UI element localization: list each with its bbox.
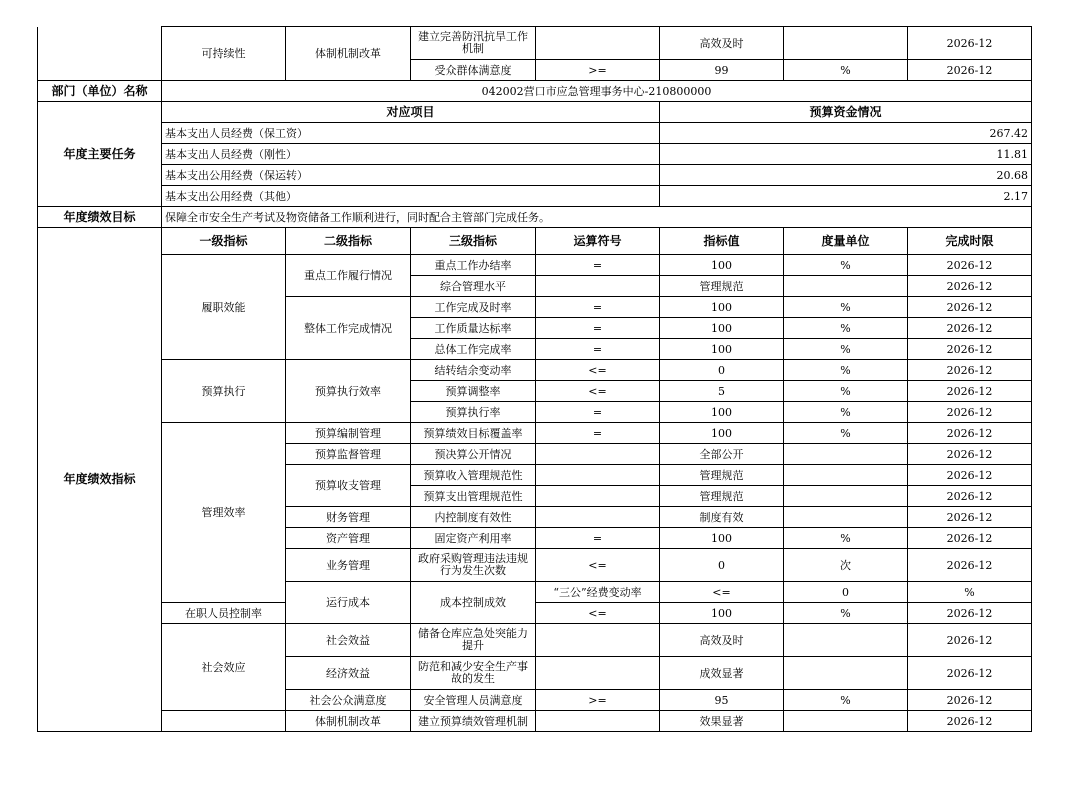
unit-cell (784, 486, 908, 507)
section-cell-blank (38, 27, 162, 81)
level3-cell: 预算绩效目标覆盖率 (411, 423, 536, 444)
level3-cell: 在职人员控制率 (162, 603, 286, 624)
level1-cell: 预算执行 (162, 360, 286, 423)
header-unit: 度量单位 (784, 228, 908, 255)
header-level2: 二级指标 (286, 228, 411, 255)
operator-cell: = (536, 423, 660, 444)
deadline-cell: 2026-12 (908, 465, 1032, 486)
level1-cell: 管理效率 (162, 423, 286, 603)
unit-cell (784, 27, 908, 60)
operator-cell: <= (536, 603, 660, 624)
operator-cell: >= (536, 690, 660, 711)
level1-cell (162, 711, 286, 732)
level3-cell: 工作质量达标率 (411, 318, 536, 339)
dept-label: 部门（单位）名称 (38, 81, 162, 102)
value-cell: 全部公开 (660, 444, 784, 465)
deadline-cell: 2026-12 (908, 297, 1032, 318)
task-amount: 2.17 (660, 186, 1032, 207)
tasks-label: 年度主要任务 (38, 102, 162, 207)
value-cell: 高效及时 (660, 624, 784, 657)
value-cell: 5 (660, 381, 784, 402)
deadline-cell: 2026-12 (908, 27, 1032, 60)
operator-cell: <= (660, 582, 784, 603)
deadline-cell: 2026-12 (908, 255, 1032, 276)
unit-cell: % (784, 402, 908, 423)
unit-cell: % (908, 582, 1032, 603)
unit-cell (784, 657, 908, 690)
value-cell: 100 (660, 318, 784, 339)
operator-cell: = (536, 297, 660, 318)
level3-cell: 安全管理人员满意度 (411, 690, 536, 711)
level2-cell: 成本控制成效 (411, 582, 536, 624)
deadline-cell: 2026-12 (908, 60, 1032, 81)
operator-cell (536, 657, 660, 690)
unit-cell (784, 711, 908, 732)
value-cell: 100 (660, 423, 784, 444)
level2-cell: 预算编制管理 (286, 423, 411, 444)
level1-cell: 可持续性 (162, 27, 286, 81)
operator-cell: = (536, 339, 660, 360)
level3-cell: 建立完善防汛抗旱工作机制 (411, 27, 536, 60)
task-name: 基本支出公用经费（其他） (162, 186, 660, 207)
unit-cell: % (784, 360, 908, 381)
header-deadline: 完成时限 (908, 228, 1032, 255)
deadline-cell: 2026-12 (908, 381, 1032, 402)
value-cell: 100 (660, 402, 784, 423)
value-cell: 制度有效 (660, 507, 784, 528)
operator-cell (536, 711, 660, 732)
goal-text: 保障全市安全生产考试及物资储备工作顺利进行，同时配合主管部门完成任务。 (162, 207, 1032, 228)
operator-cell: = (536, 402, 660, 423)
deadline-cell: 2026-12 (908, 486, 1032, 507)
deadline-cell: 2026-12 (908, 276, 1032, 297)
level3-cell: 总体工作完成率 (411, 339, 536, 360)
level2-cell: 重点工作履行情况 (286, 255, 411, 297)
level3-cell: 受众群体满意度 (411, 60, 536, 81)
operator-cell (536, 465, 660, 486)
value-cell: 95 (660, 690, 784, 711)
deadline-cell: 2026-12 (908, 624, 1032, 657)
deadline-cell: 2026-12 (908, 549, 1032, 582)
task-amount: 20.68 (660, 165, 1032, 186)
deadline-cell: 2026-12 (908, 423, 1032, 444)
operator-cell (536, 624, 660, 657)
operator-cell: <= (536, 381, 660, 402)
level3-cell: 预决算公开情况 (411, 444, 536, 465)
header-value: 指标值 (660, 228, 784, 255)
tasks-header-budget: 预算资金情况 (660, 102, 1032, 123)
level2-cell: 预算收支管理 (286, 465, 411, 507)
task-amount: 11.81 (660, 144, 1032, 165)
deadline-cell: 2026-12 (908, 507, 1032, 528)
level1-cell: 社会效应 (162, 624, 286, 711)
level1-cell: 履职效能 (162, 255, 286, 360)
operator-cell: >= (536, 60, 660, 81)
level3-cell: 工作完成及时率 (411, 297, 536, 318)
unit-cell: % (784, 690, 908, 711)
header-level1: 一级指标 (162, 228, 286, 255)
level3-cell: 储备仓库应急处突能力提升 (411, 624, 536, 657)
level2-cell: 资产管理 (286, 528, 411, 549)
level2-cell: 体制机制改革 (286, 27, 411, 81)
tasks-header-item: 对应项目 (162, 102, 660, 123)
level3-cell: 预算调整率 (411, 381, 536, 402)
level3-cell: 综合管理水平 (411, 276, 536, 297)
level3-cell: 预算执行率 (411, 402, 536, 423)
level2-cell: 预算监督管理 (286, 444, 411, 465)
dept-value: 042002营口市应急管理事务中心-210800000 (162, 81, 1032, 102)
level2-cell: 社会公众满意度 (286, 690, 411, 711)
deadline-cell: 2026-12 (908, 339, 1032, 360)
deadline-cell: 2026-12 (908, 711, 1032, 732)
deadline-cell: 2026-12 (908, 318, 1032, 339)
value-cell: 0 (784, 582, 908, 603)
value-cell: 成效显著 (660, 657, 784, 690)
header-operator: 运算符号 (536, 228, 660, 255)
indicators-label: 年度绩效指标 (38, 228, 162, 732)
operator-cell (536, 507, 660, 528)
operator-cell: = (536, 528, 660, 549)
task-name: 基本支出人员经费（保工资） (162, 123, 660, 144)
value-cell: 100 (660, 603, 784, 624)
value-cell: 管理规范 (660, 276, 784, 297)
unit-cell: 次 (784, 549, 908, 582)
task-name: 基本支出公用经费（保运转） (162, 165, 660, 186)
value-cell: 100 (660, 297, 784, 318)
unit-cell: % (784, 297, 908, 318)
operator-cell (536, 27, 660, 60)
task-amount: 267.42 (660, 123, 1032, 144)
value-cell: 100 (660, 339, 784, 360)
value-cell: 高效及时 (660, 27, 784, 60)
task-name: 基本支出人员经费（刚性） (162, 144, 660, 165)
unit-cell (784, 624, 908, 657)
deadline-cell: 2026-12 (908, 444, 1032, 465)
operator-cell (536, 486, 660, 507)
header-level3: 三级指标 (411, 228, 536, 255)
goal-label: 年度绩效目标 (38, 207, 162, 228)
level3-cell: “三公”经费变动率 (536, 582, 660, 603)
level3-cell: 政府采购管理违法违规行为发生次数 (411, 549, 536, 582)
unit-cell (784, 276, 908, 297)
value-cell: 管理规范 (660, 465, 784, 486)
page-bottom-margin (0, 752, 1068, 793)
operator-cell: <= (536, 549, 660, 582)
unit-cell (784, 465, 908, 486)
deadline-cell: 2026-12 (908, 402, 1032, 423)
level2-cell: 整体工作完成情况 (286, 297, 411, 360)
unit-cell: % (784, 60, 908, 81)
deadline-cell: 2026-12 (908, 657, 1032, 690)
operator-cell: = (536, 255, 660, 276)
level3-cell: 防范和减少安全生产事故的发生 (411, 657, 536, 690)
unit-cell: % (784, 339, 908, 360)
value-cell: 100 (660, 255, 784, 276)
level3-cell: 重点工作办结率 (411, 255, 536, 276)
operator-cell: <= (536, 360, 660, 381)
deadline-cell: 2026-12 (908, 360, 1032, 381)
level3-cell: 内控制度有效性 (411, 507, 536, 528)
level3-cell: 固定资产利用率 (411, 528, 536, 549)
unit-cell (784, 507, 908, 528)
unit-cell: % (784, 381, 908, 402)
level1-cell: 运行成本 (286, 582, 411, 624)
level2-cell: 体制机制改革 (286, 711, 411, 732)
level2-cell: 财务管理 (286, 507, 411, 528)
deadline-cell: 2026-12 (908, 690, 1032, 711)
deadline-cell: 2026-12 (908, 528, 1032, 549)
unit-cell: % (784, 318, 908, 339)
level2-cell: 业务管理 (286, 549, 411, 582)
level2-cell: 社会效益 (286, 624, 411, 657)
value-cell: 100 (660, 528, 784, 549)
value-cell: 管理规范 (660, 486, 784, 507)
operator-cell: = (536, 318, 660, 339)
operator-cell (536, 444, 660, 465)
level3-cell: 建立预算绩效管理机制 (411, 711, 536, 732)
level3-cell: 结转结余变动率 (411, 360, 536, 381)
value-cell: 0 (660, 549, 784, 582)
level3-cell: 预算支出管理规范性 (411, 486, 536, 507)
unit-cell: % (784, 423, 908, 444)
unit-cell: % (784, 528, 908, 549)
unit-cell: % (784, 255, 908, 276)
operator-cell (536, 276, 660, 297)
value-cell: 0 (660, 360, 784, 381)
value-cell: 99 (660, 60, 784, 81)
level3-cell: 预算收入管理规范性 (411, 465, 536, 486)
deadline-cell: 2026-12 (908, 603, 1032, 624)
value-cell: 效果显著 (660, 711, 784, 732)
unit-cell (784, 444, 908, 465)
unit-cell: % (784, 603, 908, 624)
performance-table (37, 26, 1032, 732)
level2-cell: 经济效益 (286, 657, 411, 690)
level2-cell: 预算执行效率 (286, 360, 411, 423)
